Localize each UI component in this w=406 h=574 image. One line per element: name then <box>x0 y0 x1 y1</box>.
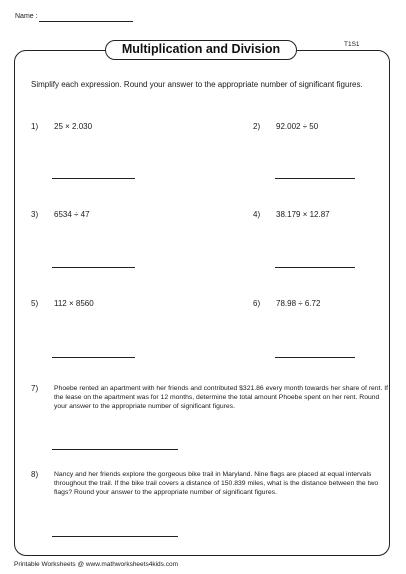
answer-line[interactable] <box>275 178 355 179</box>
problem-number: 6) <box>253 299 261 308</box>
problem-number: 2) <box>253 122 261 131</box>
problem-expression: 6534 ÷ 47 <box>54 210 90 219</box>
problem-number: 5) <box>31 299 39 308</box>
answer-line[interactable] <box>52 449 178 450</box>
problem-number: 7) <box>31 384 39 393</box>
problem-number: 8) <box>31 470 39 479</box>
word-problem-text: Nancy and her friends explore the gorgeous bike trail in Maryland. Nine flags are placed at equal intervals throughout the trail. If the bike trail covers a distance of 150.839 miles, what is the distance between the two flags? Round your answer to the appropriate number of significant figures. <box>54 471 379 496</box>
problem-expression: 92.002 ÷ 50 <box>276 122 319 131</box>
word-problem-text: Phoebe rented an apartment with her friends and contributed $321.86 every month towards her share of rent. If the lease on the apartment was for 12 months, determine the total amount Phoebe spent on her rent. Round your answer to the appropriate number of significant figures. <box>54 385 389 410</box>
answer-line[interactable] <box>275 267 355 268</box>
problem-number: 1) <box>31 122 39 131</box>
footer-credit: Printable Worksheets @ www.mathworksheets4kids.com <box>14 561 178 568</box>
problem-expression: 25 × 2.030 <box>54 122 93 131</box>
answer-line[interactable] <box>275 357 355 358</box>
answer-line[interactable] <box>52 357 135 358</box>
name-label: Name : <box>15 13 38 20</box>
name-field[interactable] <box>39 21 133 22</box>
problem-expression: 78.98 ÷ 6.72 <box>276 299 321 308</box>
answer-line[interactable] <box>52 267 135 268</box>
worksheet-title: Multiplication and Division <box>105 40 297 60</box>
problem-expression: 112 × 8560 <box>54 299 94 308</box>
problem-number: 3) <box>31 210 39 219</box>
problem-expression: 38.179 × 12.87 <box>276 210 330 219</box>
answer-line[interactable] <box>52 178 135 179</box>
instructions: Simplify each expression. Round your answer to the appropriate number of significant figures. <box>31 80 363 89</box>
worksheet-code: T1S1 <box>344 41 360 48</box>
problem-number: 4) <box>253 210 261 219</box>
answer-line[interactable] <box>52 536 178 537</box>
